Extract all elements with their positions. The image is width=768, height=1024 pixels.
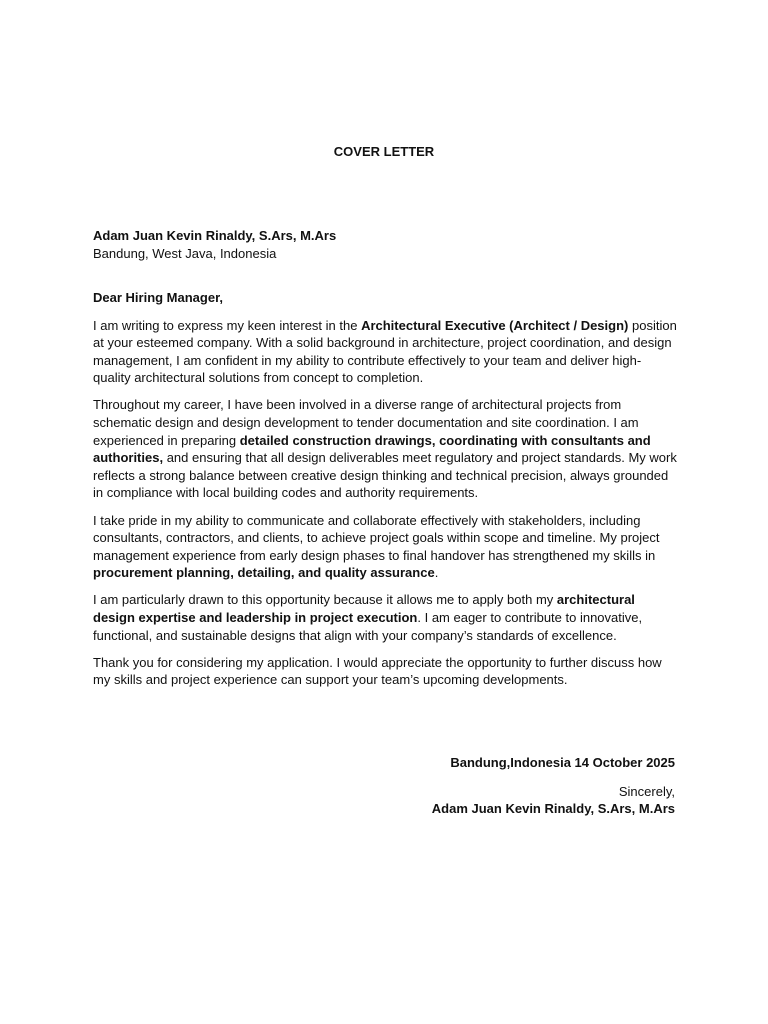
text-run: and ensuring that all design deliverables meet regulatory and project standards. My work reflects a strong balance between creative design thinking and technical precision, always grounded in compliance with local building codes and authority requirements. (93, 450, 677, 501)
paragraph-5 (93, 654, 678, 689)
sender-block (93, 227, 336, 263)
text-run: position at your esteemed company. With a solid background in architecture, project coordination, and design management, I am confident in my ability to contribute effectively to your team and deliver high-quality architectural solutions from concept to completion. (93, 317, 677, 386)
sender-name: Adam Juan Kevin Rinaldy, S.Ars, M.Ars (93, 228, 337, 243)
page-title: COVER LETTER (333, 144, 435, 159)
text-run: I am writing to express my keen interest in the (93, 317, 362, 333)
bold-run: Architectural Executive (Architect / Design) (361, 317, 629, 333)
signoff-name: Adam Juan Kevin Rinaldy, S.Ars, M.Ars (431, 801, 675, 816)
text-run: . (434, 565, 439, 581)
letter-body (93, 289, 678, 698)
paragraph-3 (93, 512, 678, 582)
bold-run: detailed construction drawings, coordinating with consultants and authorities, (93, 432, 651, 466)
paragraph-2 (93, 396, 678, 502)
text-run: . I am eager to contribute to innovative, functional, and sustainable designs that align with your company’s standards of excellence. (93, 610, 643, 643)
text-run: I take pride in my ability to communicate and collaborate effectively with stakeholders, including consultants, contractors, and clients, to achieve project goals within scope and timeline. My project management experience from early design phases to final handover has strengthened my skills in (93, 512, 660, 563)
text-run: Throughout my career, I have been involved in a diverse range of architectural projects from schematic design and design development to tender documentation and site coordination. I am experienced in preparing (93, 397, 639, 448)
signoff-closing: Sincerely, (618, 784, 675, 799)
paragraph-4 (93, 591, 678, 644)
paragraph-1 (93, 317, 678, 387)
text-run: I am particularly drawn to this opportunity because it allows me to apply both my (93, 592, 557, 608)
sender-location: Bandung, West Java, Indonesia (93, 246, 277, 261)
bold-run: procurement planning, detailing, and quality assurance (93, 565, 435, 581)
bold-run: architectural design expertise and leadership in project execution (93, 592, 635, 625)
signoff-date: Bandung,Indonesia 14 October 2025 (450, 755, 675, 770)
salutation: Dear Hiring Manager, (93, 290, 224, 305)
text-run: Thank you for considering my application. I would appreciate the opportunity to further discuss how my skills and project experience can support your team’s upcoming developments. (93, 654, 662, 688)
